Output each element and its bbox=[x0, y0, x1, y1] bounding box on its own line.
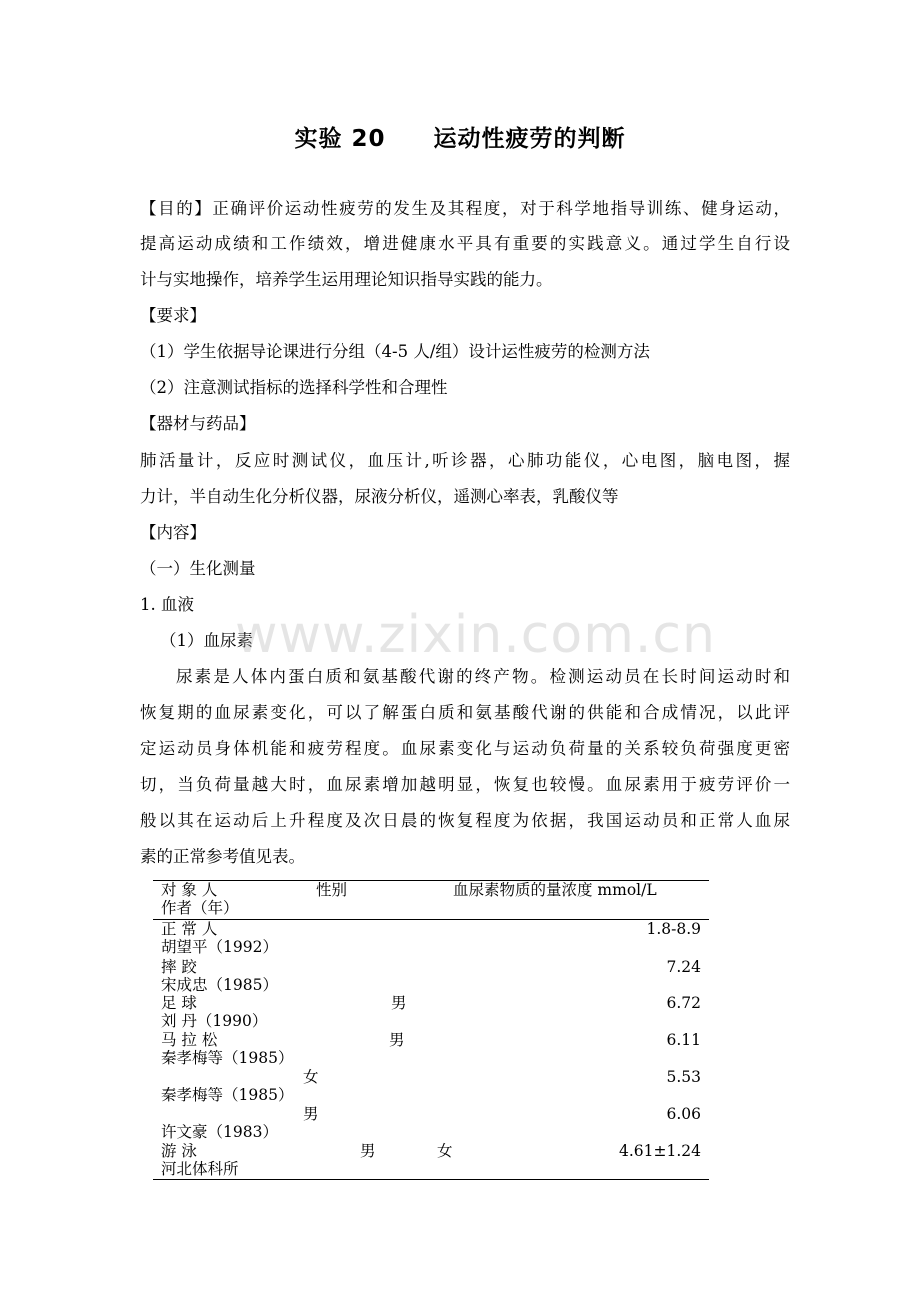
paragraph-line-1: 尿素是人体内蛋白质和氨基酸代谢的终产物。检测运动员在长时间运动时和 bbox=[176, 667, 790, 686]
row-5-value: 5.53 bbox=[666, 1068, 701, 1086]
row-7-author: 河北体科所 bbox=[161, 1160, 239, 1178]
equipment-line-1: 肺活量计，反应时测试仪，血压计,听诊器，心肺功能仪，心电图，脑电图，握 bbox=[140, 451, 790, 470]
row-7-subject: 游 泳 bbox=[161, 1142, 197, 1160]
header-value: 血尿素物质的量浓度 mmol/L bbox=[453, 881, 657, 899]
row-2-author: 宋成忠（1985） bbox=[161, 976, 278, 994]
row-1-value: 1.8-8.9 bbox=[646, 920, 701, 938]
row-2-value: 7.24 bbox=[666, 958, 701, 976]
row-6-sex: 男 bbox=[303, 1105, 319, 1123]
row-4-sex: 男 bbox=[389, 1031, 405, 1049]
sub-subsection-heading: （1）血尿素 bbox=[160, 631, 253, 650]
content-heading: 【内容】 bbox=[140, 523, 206, 542]
row-6-value: 6.06 bbox=[666, 1105, 701, 1123]
watermark: www.zixin.com.cn bbox=[235, 605, 716, 665]
paragraph-line-5: 般以其在运动后上升程度及次日晨的恢复程度为依据，我国运动员和正常人血尿 bbox=[140, 811, 790, 830]
page-title bbox=[0, 120, 920, 153]
row-5-sex: 女 bbox=[303, 1068, 319, 1086]
paragraph-line-2: 恢复期的血尿素变化，可以了解蛋白质和氨基酸代谢的供能和合成情况，以此评 bbox=[140, 703, 790, 722]
requirement-item-1: （1）学生依据导论课进行分组（4-5 人/组）设计运性疲劳的检测方法 bbox=[140, 342, 650, 361]
row-1-author: 胡望平（1992） bbox=[161, 938, 278, 956]
requirement-item-2: （2）注意测试指标的选择科学性和合理性 bbox=[140, 378, 448, 397]
paragraph-line-4: 切，当负荷量越大时，血尿素增加越明显，恢复也较慢。血尿素用于疲劳评价一 bbox=[140, 775, 790, 794]
table-bottom-rule bbox=[153, 1179, 709, 1180]
row-2-subject: 摔 跤 bbox=[161, 958, 197, 976]
header-sex: 性别 bbox=[316, 881, 348, 899]
row-3-value: 6.72 bbox=[666, 994, 701, 1012]
purpose-line-1: 【目的】正确评价运动性疲劳的发生及其程度，对于科学地指导训练、健身运动， bbox=[140, 199, 790, 218]
row-7-sex-female: 女 bbox=[437, 1142, 453, 1160]
row-6-author: 许文豪（1983） bbox=[161, 1123, 278, 1141]
row-4-value: 6.11 bbox=[666, 1031, 701, 1049]
row-4-subject: 马 拉 松 bbox=[161, 1031, 218, 1049]
purpose-line-3: 计与实地操作，培养学生运用理论知识指导实践的能力。 bbox=[140, 270, 553, 289]
header-subject: 对 象 人 bbox=[161, 881, 218, 899]
row-3-sex: 男 bbox=[391, 994, 407, 1012]
title-number: 实验 20 bbox=[294, 126, 386, 152]
header-author: 作者（年） bbox=[161, 899, 239, 917]
subsection-heading: 1. 血液 bbox=[140, 595, 194, 614]
reference-table bbox=[153, 880, 709, 1180]
equipment-heading: 【器材与药品】 bbox=[140, 414, 256, 433]
row-1-subject: 正 常 人 bbox=[161, 920, 218, 938]
table-header-rule bbox=[153, 919, 709, 920]
row-5-author: 秦孝梅等（1985） bbox=[161, 1086, 294, 1104]
paragraph-line-3: 定运动员身体机能和疲劳程度。血尿素变化与运动负荷量的关系较负荷强度更密 bbox=[140, 739, 790, 758]
row-7-value: 4.61±1.24 bbox=[618, 1142, 701, 1160]
purpose-line-2: 提高运动成绩和工作绩效，增进健康水平具有重要的实践意义。通过学生自行设 bbox=[140, 234, 790, 253]
paragraph-line-6: 素的正常参考值见表。 bbox=[140, 847, 305, 866]
row-3-subject: 足 球 bbox=[161, 994, 197, 1012]
title-name: 运动性疲劳的判断 bbox=[433, 126, 626, 152]
section-heading: （一）生化测量 bbox=[140, 559, 256, 578]
row-7-sex-male: 男 bbox=[360, 1142, 376, 1160]
row-4-author: 秦孝梅等（1985） bbox=[161, 1049, 294, 1067]
row-3-author: 刘 丹（1990） bbox=[161, 1012, 268, 1030]
requirements-heading: 【要求】 bbox=[140, 306, 206, 325]
equipment-line-2: 力计，半自动生化分析仪器，尿液分析仪，遥测心率表，乳酸仪等 bbox=[140, 487, 619, 506]
